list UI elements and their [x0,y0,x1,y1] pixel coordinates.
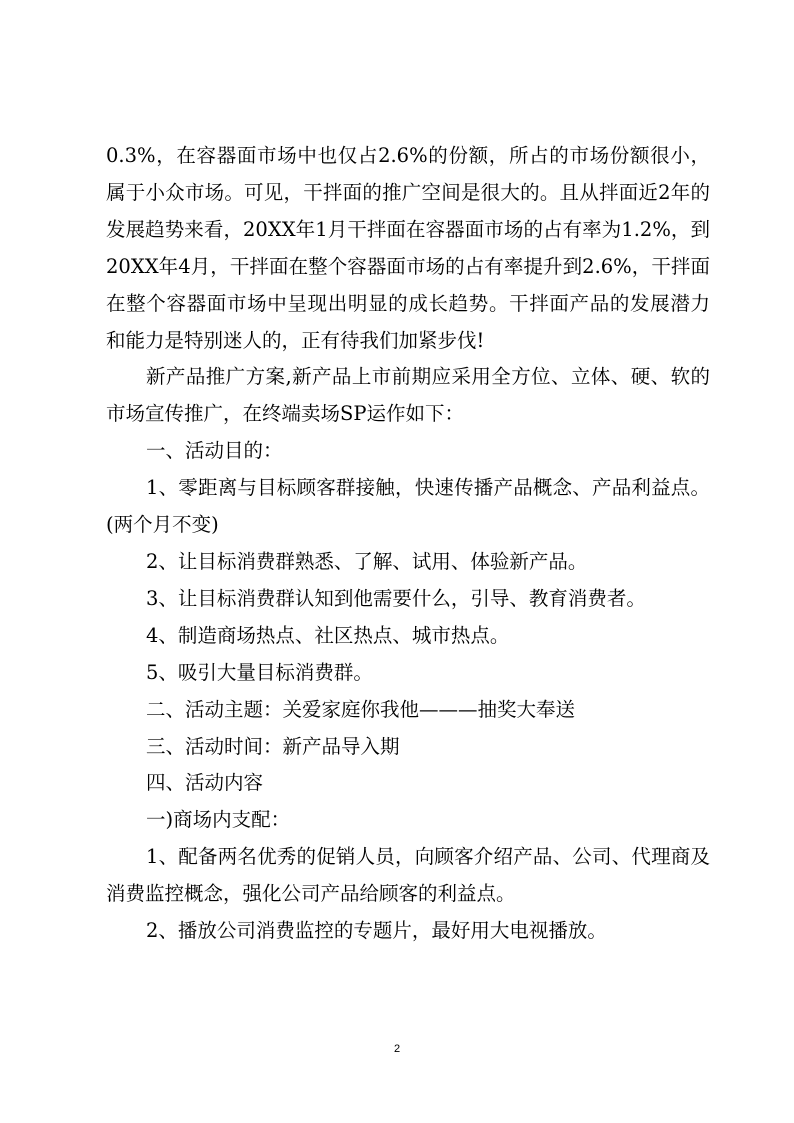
document-body [106,138,710,950]
goal-item-5: 5、吸引大量目标消费群。 [146,660,373,684]
content-item-2: 2、播放公司消费监控的专题片，最好用大电视播放。 [146,919,607,943]
paragraph-promotion-plan: 新产品推广方案,新产品上市前期应采用全方位、立体、硬、软的市场宣传推广，在终端卖场SP运作如下： [106,365,710,426]
paragraph-market-share: 0.3%，在容器面市场中也仅占2.6%的份额，所占的市场份额很小，属于小众市场。可见，干拌面的推广空间是很大的。且从拌面近2年的发展趋势来看，20XX年1月干拌面在容器面市场的占有率为1.2%，到20XX年4月，干拌面在整个容器面市场的占有率提升到2.6%，干拌面在整个容器面市场中呈现出明显的成长趋势。干拌面产品的发展潜力和能力是特别迷人的，正有待我们加紧步伐! [106,144,710,352]
subheading-in-store-arrangement: 一)商场内支配： [146,808,291,832]
page-number: 2 [393,1043,401,1055]
heading-activity-time: 三、活动时间：新产品导入期 [146,734,400,758]
heading-activity-theme: 二、活动主题：关爱家庭你我他———抽奖大奉送 [146,697,576,721]
goal-item-1: 1、零距离与目标顾客群接触，快速传播产品概念、产品利益点。(两个月不变) [106,476,710,537]
heading-activity-goal: 一、活动目的： [146,439,283,463]
content-item-1: 1、配备两名优秀的促销人员，向顾客介绍产品、公司、代理商及消费监控概念，强化公司产品给顾客的利益点。 [106,845,710,906]
heading-activity-content: 四、活动内容 [146,771,264,795]
goal-item-4: 4、制造商场热点、社区热点、城市热点。 [146,623,510,647]
goal-item-2: 2、让目标消费群熟悉、了解、试用、体验新产品。 [146,549,588,573]
goal-item-3: 3、让目标消费群认知到他需要什么，引导、教育消费者。 [146,586,646,610]
